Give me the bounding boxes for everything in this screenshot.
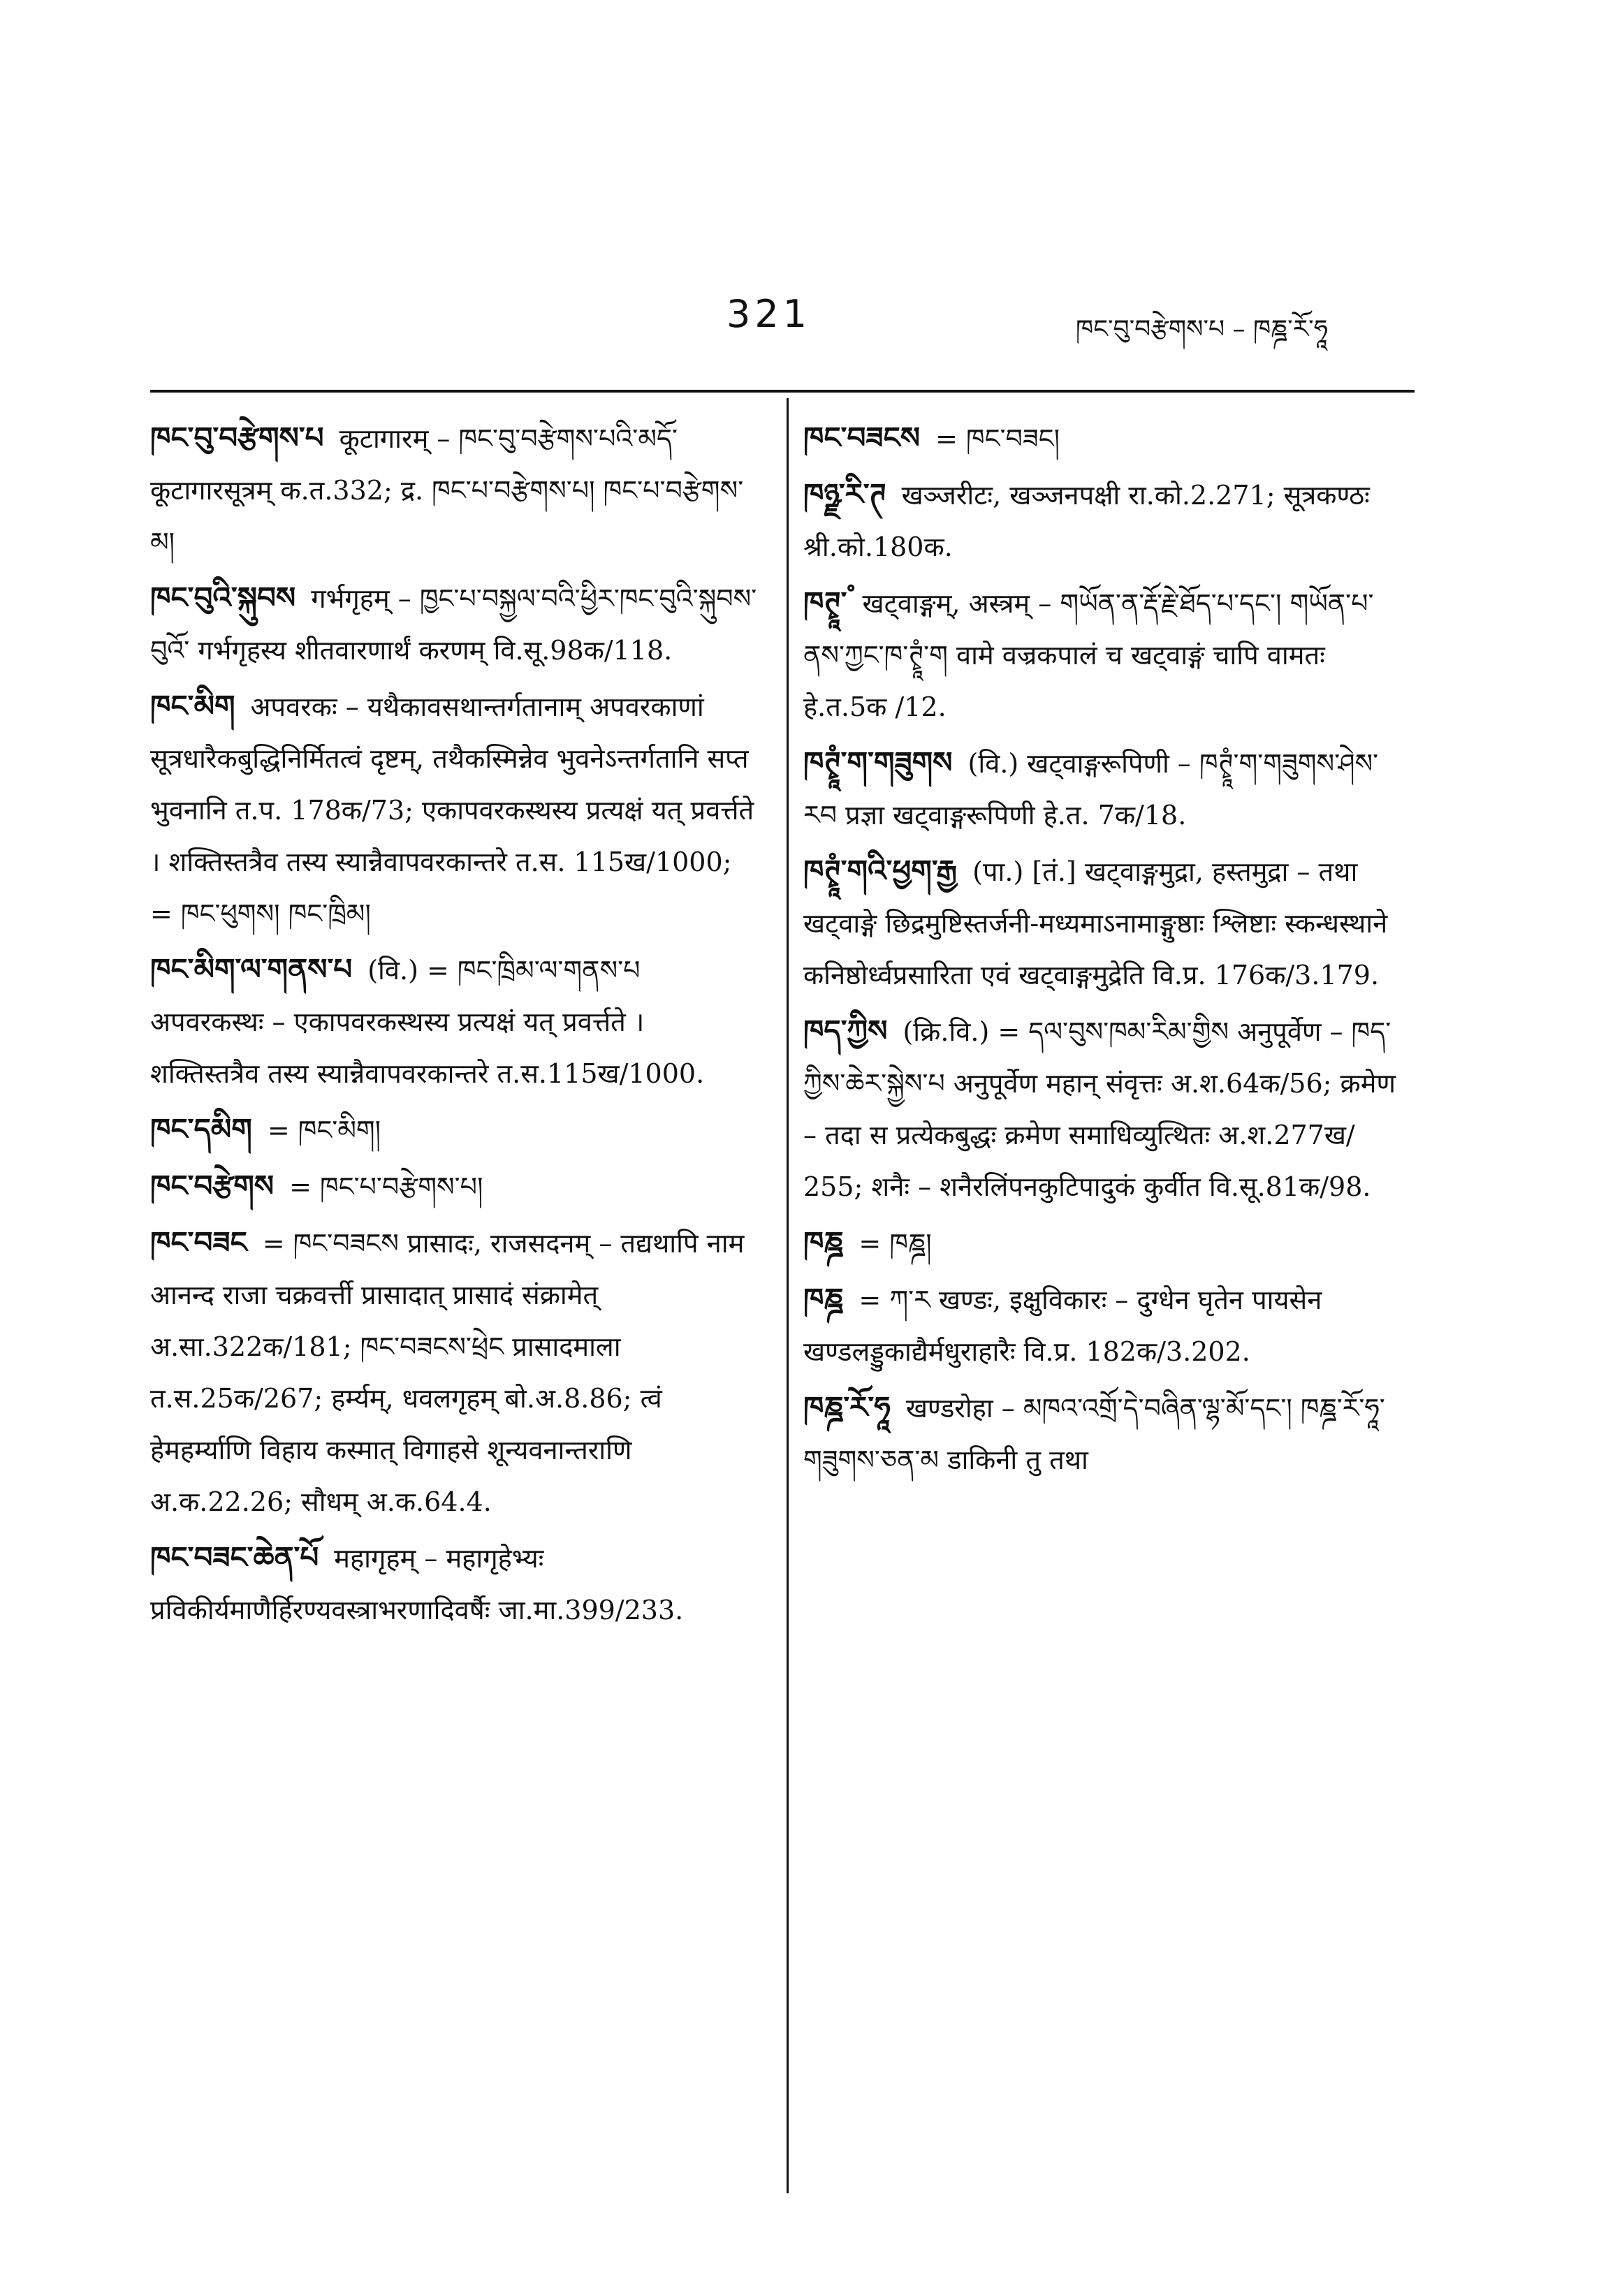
dictionary-entry bbox=[803, 412, 1411, 465]
dictionary-entry bbox=[150, 1217, 758, 1528]
entry-text: (पा.) [तं.] खट्वाङ्गमुद्रा, हस्तमुद्रा – तथा खट्वाङ्गे छिद्रमुष्टिस्तर्जनी-मध्यमाऽनामाङ्गुष्ठाः श्लिष्टाः स्कन्धस्थाने कनिष्ठोर्ध्वप्रसारिता एवं खट्वाङ्गमुद्रेति वि.प्र. 176क/3.179. bbox=[803, 856, 1388, 990]
running-head: ཁང་བུ་བརྩེགས་པ – ཁཎྜ་རོ་ཧཱ bbox=[1076, 315, 1328, 344]
entry-text: = ཁང་པ་བརྩེགས་པ། bbox=[289, 1171, 483, 1202]
headword: ཁཉྫ་རི་ཊ bbox=[803, 477, 886, 511]
dictionary-entry bbox=[150, 412, 758, 568]
entry-text: = ཀ་ར खण्डः, इक्षुविकारः – दुग्धेन घृतेन पायसेन खण्डलड्डुकाद्यैर्मधुराहारैः वि.प्र. 182क/3.202. bbox=[803, 1285, 1322, 1367]
headword: ཁཎྜ bbox=[803, 1282, 844, 1316]
entry-text: खट्वाङ्गम्, अस्त्रम् – གཡོན་ན་རྡོ་རྗེ་ཐོད་པ་དང་། གཡོན་པ་ནས་ཀྱང་ཁ་ཊྭཱཾ་ག वामे वज्रकपालं च खट्वाङ्गं चापि वामतः हे.त.5क /12. bbox=[803, 588, 1374, 722]
dictionary-entry bbox=[803, 469, 1411, 573]
headword: ཁང་བཟང bbox=[150, 1225, 247, 1259]
dictionary-entry bbox=[803, 737, 1411, 841]
dictionary-entry bbox=[150, 572, 758, 676]
entry-text: खञ्जरीटः, खञ्जनपक्षी रा.को.2.271; सूत्रकण्ठः श्री.को.180क. bbox=[803, 480, 1370, 562]
headword: ཁད་ཀྱིས bbox=[803, 1014, 888, 1048]
left-column bbox=[150, 412, 758, 1640]
header-rule bbox=[150, 390, 1415, 393]
dictionary-entry bbox=[150, 680, 758, 939]
page-number: 321 bbox=[726, 292, 812, 336]
entry-text: = ཁང་བཟང། bbox=[935, 423, 1060, 454]
headword: ཁཎྜ་རོ་ཧཱ bbox=[803, 1390, 891, 1424]
entry-text: खण्डरोहा – མཁའ་འགྲོ་དེ་བཞིན་ལྷ་མོ་དང་། ཁཎྜ་རོ་ཧཱ་གཟུགས་ཅན་མ डाकिनी तु तथा bbox=[803, 1393, 1385, 1475]
column-divider bbox=[787, 398, 789, 2193]
headword: ཁང་དམིག bbox=[150, 1112, 252, 1146]
dictionary-entry bbox=[803, 845, 1411, 1001]
dictionary-entry bbox=[150, 1532, 758, 1636]
headword: ཁཊྭཱཾ་གའི་ཕྱག་རྒྱ bbox=[803, 854, 958, 888]
right-column bbox=[803, 412, 1411, 1490]
headword: ཁང་བུའི་སྐུབས bbox=[150, 580, 296, 615]
headword: ཁཊྭཱ་ཾ bbox=[803, 585, 847, 620]
entry-text: (क्रि.वि.) = དལ་བུས་ཁམ་རིམ་གྱིས अनुपूर्वेण – ཁད་ཀྱིས་ཆེར་སྐྱེས་པ अनुपूर्वेण महान् संवृत्तः अ.श.64क/56; क्रमेण – तदा स प्रत्येकबुद्धः क्रमेण समाधिव्युत्थितः अ.श.277ख/ 255; शनैः – शनैरलिंपनकुटिपादुकं कुर्वीत वि.सू.81क/98. bbox=[803, 1016, 1396, 1202]
dictionary-entry bbox=[150, 1160, 758, 1213]
dictionary-entry bbox=[803, 1382, 1411, 1486]
headword: ཁང་བུ་བརྩེགས་པ bbox=[150, 421, 324, 455]
entry-text: गर्भगृहम् – ཁྱང་པ་བསྐྱལ་བའི་ཕྱིར་ཁང་བུའི་སྐུབས་བུའོ་ गर्भगृहस्य शीतवारणार्थं करणम् वि.सू.98क/118. bbox=[150, 583, 757, 666]
dictionary-entry bbox=[803, 1217, 1411, 1269]
entry-text: अपवरकः – यथैकावसथान्तर्गतानाम् अपवरकाणां सूत्रधारैकबुद्धिनिर्मितत्वं दृष्टम्, तथैकस्मिन्नेव भुवनेऽन्तर्गतानि सप्त भुवनानि त.प. 178क/73; एकापवरकस्थस्य प्रत्यक्षं यत् प्रवर्त्तते । शक्तिस्तत्रैव तस्य स्यान्नैवापवरकान्तरे त.स. 115ख/1000; = ཁང་ཕུགས། ཁང་ཁྲིམ། bbox=[150, 692, 754, 929]
entry-text: = ཁཎྜ། bbox=[859, 1228, 932, 1259]
headword: ཁཊྭཱཾ་ག་གཟུགས bbox=[803, 745, 953, 780]
headword: ཁཎྜ bbox=[803, 1225, 844, 1259]
dictionary-entry bbox=[803, 1273, 1411, 1377]
dictionary-entry bbox=[150, 1104, 758, 1156]
entry-text: महागृहम् – महागृहेभ्यः प्रविकीर्यमाणैर्हिरण्यवस्त्राभरणादिवर्षैः जा.मा.399/233. bbox=[150, 1543, 684, 1625]
entry-text: = ཁང་བཟངས प्रासादः, राजसदनम् – तद्यथापि नाम आनन्द राजा चक्रवर्त्ती प्रासादात् प्रासादं संक्रामेत् अ.सा.322क/181; ཁང་བཟངས་ཕྲེང प्रासादमाला त.स.25क/267; हर्म्यम्, धवलगृहम् बो.अ.8.86; त्वं हेमहर्म्याणि विहाय कस्मात् विगाहसे शून्यवनान्तराणि अ.क.22.26; सौधम् अ.क.64.4. bbox=[150, 1228, 745, 1517]
headword: ཁང་བཟངས bbox=[803, 421, 921, 455]
entry-text: कूटागारम् – ཁང་བུ་བརྩེགས་པའི་མདོ་ कूटागारसूत्रम् क.त.332; द्र. ཁང་པ་བརྩེགས་པ། ཁང་པ་བརྩེགས་མ། bbox=[150, 423, 744, 557]
dictionary-entry bbox=[803, 1005, 1411, 1213]
entry-text: (वि.) खट्वाङ्गरूपिणी – ཁཊྭཱཾ་ག་གཟུགས་ཤེས་རབ प्रज्ञा खट्वाङ्गरूपिणी हे.त. 7क/18. bbox=[803, 748, 1379, 831]
headword: ཁང་མིག་ལ་གནས་པ bbox=[150, 952, 353, 986]
dictionary-entry bbox=[150, 944, 758, 1099]
headword: ཁང་བཟང་ཆེན་པོ bbox=[150, 1540, 319, 1574]
headword: ཁང་མིག bbox=[150, 689, 235, 723]
entry-text: (वि.) = ཁང་ཁྲིམ་ལ་གནས་པ अपवरकस्थः – एकापवरकस्थस्य प्रत्यक्षं यत् प्रवर्त्तते । शक्तिस्तत्रैव तस्य स्यान्नैवापवरकान्तरे त.स.115ख/1000. bbox=[150, 955, 705, 1089]
dictionary-entry bbox=[803, 577, 1411, 733]
entry-text: = ཁང་མིག། bbox=[267, 1115, 381, 1146]
headword: ཁང་བརྩེགས bbox=[150, 1169, 275, 1203]
